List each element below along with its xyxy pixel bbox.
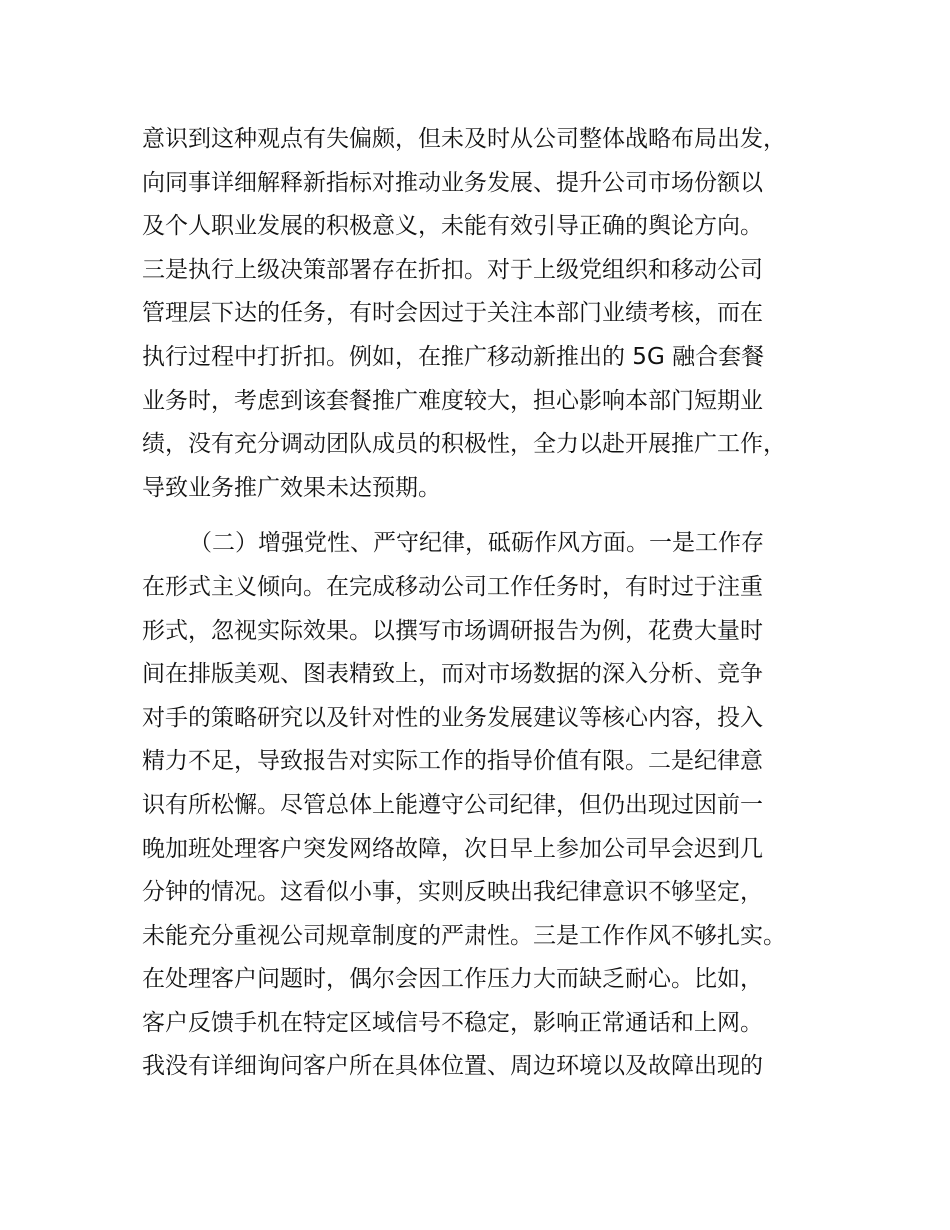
document-page <box>142 118 834 1089</box>
paragraph-2 <box>142 522 834 1089</box>
paragraph-1-line: 业务时，考虑到该套餐推广难度较大，担心影响本部门短期业 <box>142 387 763 414</box>
paragraph-1-line: 及个人职业发展的积极意义，未能有效引导正确的舆论方向。 <box>142 213 763 240</box>
paragraph-2-line: 未能充分重视公司规章制度的严肃性。三是工作作风不够扎实。 <box>142 922 786 949</box>
paragraph-1 <box>142 118 834 510</box>
paragraph-2-line: （二）增强党性、严守纪律，砥砺作风方面。一是工作存 <box>189 530 764 557</box>
paragraph-1-line: 意识到这种观点有失偏颇，但未及时从公司整体战略布局出发， <box>142 126 786 152</box>
paragraph-2-line: 分钟的情况。这看似小事，实则反映出我纪律意识不够坚定， <box>142 879 763 906</box>
paragraph-1-line: 管理层下达的任务，有时会因过于关注本部门业绩考核，而在 <box>142 300 763 327</box>
paragraph-2-line: 精力不足，导致报告对实际工作的指导价值有限。二是纪律意 <box>142 748 763 775</box>
paragraph-2-line: 间在排版美观、图表精致上，而对市场数据的深入分析、竞争 <box>142 661 763 688</box>
paragraph-1-line: 三是执行上级决策部署存在折扣。对于上级党组织和移动公司 <box>142 256 763 283</box>
paragraph-2-line: 形式，忽视实际效果。以撰写市场调研报告为例，花费大量时 <box>142 617 763 644</box>
paragraph-1-line: 导致业务推广效果未达预期。 <box>142 474 441 501</box>
paragraph-1-line: 执行过程中打折扣。例如，在推广移动新推出的 5G 融合套餐 <box>142 343 765 370</box>
paragraph-2-line: 对手的策略研究以及针对性的业务发展建议等核心内容，投入 <box>142 704 763 731</box>
paragraph-1-line: 绩，没有充分调动团队成员的积极性，全力以赴开展推广工作， <box>142 431 786 458</box>
paragraph-gap <box>142 510 834 522</box>
paragraph-2-line: 识有所松懈。尽管总体上能遵守公司纪律，但仍出现过因前一 <box>142 791 763 818</box>
paragraph-1-line: 向同事详细解释新指标对推动业务发展、提升公司市场份额以 <box>142 169 763 196</box>
paragraph-2-line: 晚加班处理客户突发网络故障，次日早上参加公司早会迟到几 <box>142 835 763 862</box>
paragraph-2-line: 客户反馈手机在特定区域信号不稳定，影响正常通话和上网。 <box>142 1009 763 1036</box>
paragraph-2-line: 我没有详细询问客户所在具体位置、周边环境以及故障出现的 <box>142 1053 763 1080</box>
paragraph-2-line: 在形式主义倾向。在完成移动公司工作任务时，有时过于注重 <box>142 573 763 600</box>
paragraph-2-line: 在处理客户问题时，偶尔会因工作压力大而缺乏耐心。比如， <box>142 966 763 993</box>
